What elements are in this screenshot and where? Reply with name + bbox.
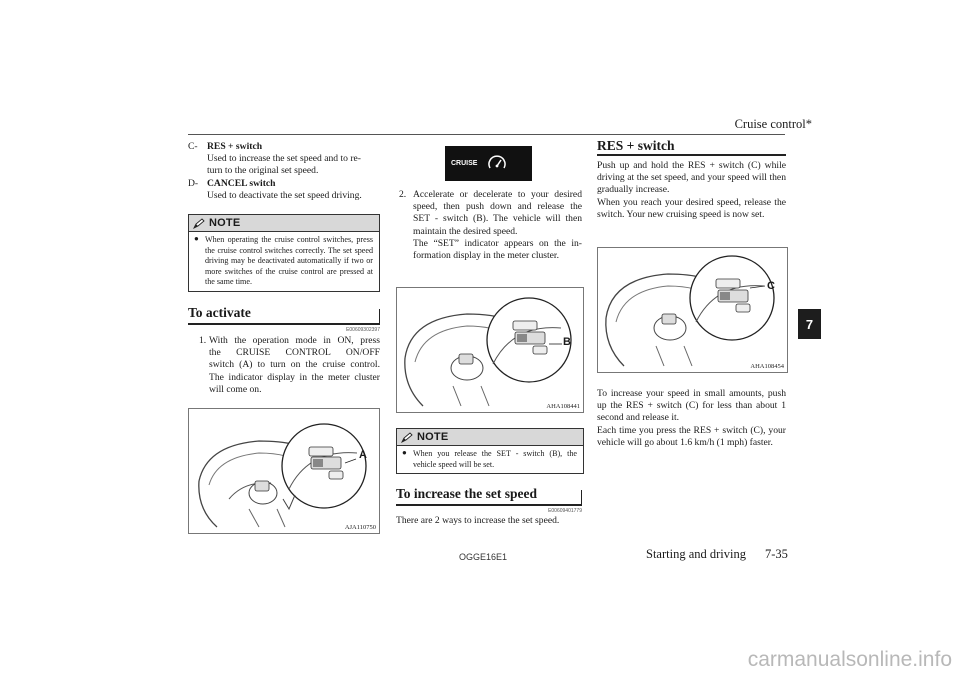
step-2-line: formation display in the meter cluster. [413,250,559,262]
figure-callout-c: C [767,280,775,292]
step-1-number: 1. [199,335,207,346]
footer-page-number: 7-35 [765,547,788,561]
res-small-amounts [597,388,786,449]
step-2-line: Accelerate or decelerate to your desired [413,189,582,200]
res-paragraph-1: Push up and hold the RES + switch (C) while driving at the set speed, and your speed will then gradually increase. [597,160,786,196]
note-body [397,446,583,473]
note-body [189,232,379,291]
res-paragraph-2: When you reach your desired speed, release the switch. Your new cruising speed is now set. [597,196,786,220]
section-title-increase: To increase the set speed [396,486,537,501]
switch-c-name: RES + switch [207,141,263,152]
section-title-activate: To activate [188,305,251,320]
section-tick [379,309,380,323]
section-title-res: RES + switch [597,138,675,153]
steering-wheel-figure-a [188,408,380,534]
res-paragraphs [597,160,786,221]
section-tick [581,490,582,504]
step-1-line: With the operation mode in ON, press [209,335,380,346]
note-label: NOTE [209,217,241,229]
bullet-icon: ● [402,448,407,457]
step-1 [188,335,380,396]
switch-c-desc-line-2: turn to the original set speed. [207,165,319,177]
increase-text: There are 2 ways to increase the set speed. [396,515,560,526]
step-2 [396,189,582,262]
step-1-line: switch (A) to turn on the cruise control. [209,359,380,371]
switch-c-desc-line-1: Used to increase the set speed and to re- [207,153,361,165]
speedometer-icon [486,153,508,175]
note-text: When you release the SET - switch (B), the vehicle speed will be set. [413,449,577,469]
section-underline [188,323,380,325]
steering-wheel-illustration [189,409,379,533]
step-2-line: The “SET” indicator appears on the in- [413,237,582,249]
res-paragraph-4: Each time you press the RES + switch (C), your vehicle will go about 1.6 km/h (1 mph) faster. [597,424,786,448]
note-header [397,429,583,446]
step-1-line: will come on. [209,383,262,395]
section-underline [396,504,582,506]
note-pencil-icon [401,432,414,443]
step-1-line: the CRUISE CONTROL ON/OFF [209,347,380,359]
page-header-title: Cruise control* [734,117,812,131]
chapter-tab: 7 [798,309,821,339]
footer-section: Starting and driving [646,547,746,561]
steering-wheel-illustration [397,288,583,412]
figure-callout-b: B [563,336,571,348]
note-label: NOTE [417,431,449,443]
figure-label: AHA108441 [546,403,580,410]
cruise-indicator [445,146,532,181]
note-box-left [188,214,380,292]
note-text: When operating the cruise control switches, press the cruise control switches correctly. The set speed driving may be deactivated automatically if two or more switches of the cruise control are pressed at the same time. [205,235,373,286]
switch-d-letter: D- [188,177,199,189]
figure-label: AJA110750 [344,524,376,531]
switch-c-letter: C- [188,141,198,152]
header-rule [188,134,785,135]
res-paragraph-3: To increase your speed in small amounts, push up the RES + switch (C) for less than about 1 second and release it. [597,388,786,424]
watermark-text: carmanualsonline.info [747,648,952,671]
step-1-line: The indicator display in the meter cluster [209,371,380,383]
steering-wheel-figure-c [597,247,788,373]
steering-wheel-illustration [598,248,787,372]
note-pencil-icon [193,218,206,229]
section-code: E00609401779 [548,508,582,514]
step-2-line: maintain the desired speed. [413,225,518,237]
cruise-indicator-text: CRUISE [451,160,478,167]
note-box-middle [396,428,584,474]
switch-c-item [188,141,380,202]
section-underline [597,154,786,156]
figure-label: AHA108454 [750,363,784,370]
note-header [189,215,379,232]
bullet-icon: ● [194,234,199,243]
step-2-line: SET - switch (B). The vehicle will then [413,213,582,225]
section-code: E00609302397 [346,327,380,333]
footer-code: OGGE16E1 [459,552,508,562]
figure-callout-a: A [359,449,367,461]
step-2-number: 2. [399,189,407,200]
step-2-line: speed, then push down and release the [413,201,582,213]
switch-d-name: CANCEL switch [207,177,276,189]
steering-wheel-figure-b [396,287,584,413]
switch-d-desc: Used to deactivate the set speed driving. [207,189,362,201]
